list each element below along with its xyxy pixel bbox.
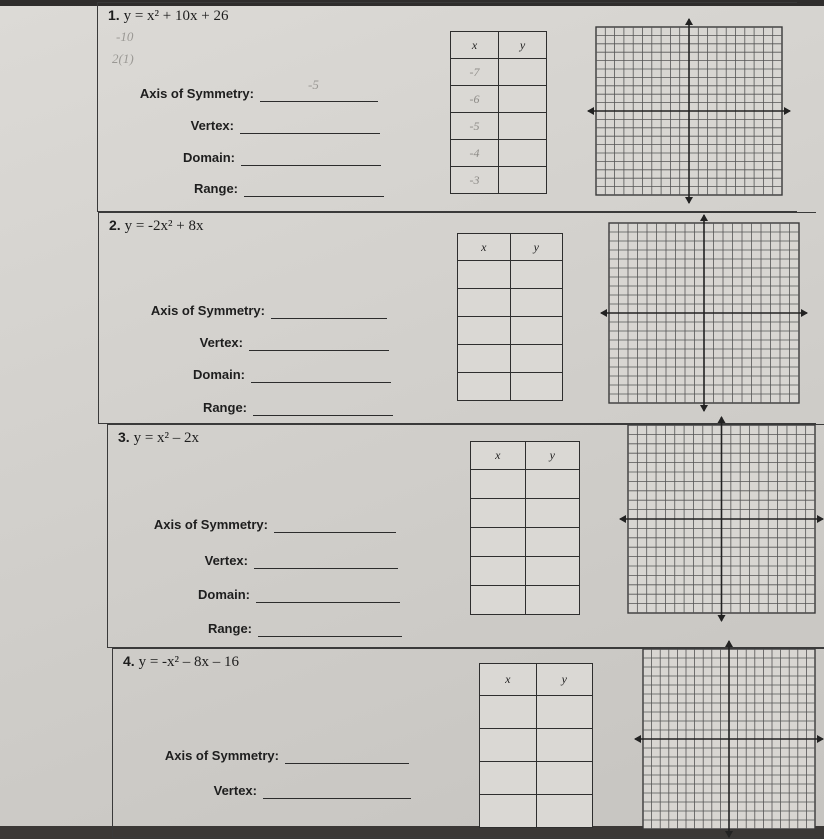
axis-arrow-icon	[817, 515, 824, 523]
coordinate-grid[interactable]	[633, 639, 824, 839]
pencil-note: 2(1)	[112, 51, 134, 66]
table-cell-y[interactable]	[525, 499, 580, 528]
x-header: x	[451, 32, 499, 59]
answer-line[interactable]	[271, 318, 387, 319]
table-cell-y[interactable]	[536, 762, 593, 795]
axis-arrow-icon	[700, 405, 708, 412]
table-cell-x[interactable]	[458, 289, 511, 317]
table-cell-x[interactable]: -6	[451, 86, 499, 113]
coordinate-grid[interactable]	[618, 415, 824, 623]
axis-of-symmetry-field[interactable]	[150, 303, 387, 323]
answer-line[interactable]	[263, 798, 411, 799]
table-cell-y[interactable]	[510, 345, 563, 373]
vertex-field[interactable]	[204, 553, 398, 573]
table-cell-y[interactable]	[536, 696, 593, 729]
table-cell-x[interactable]	[471, 557, 526, 586]
vertex-field[interactable]	[190, 118, 380, 138]
table-cell-x[interactable]	[480, 696, 537, 729]
range-label: Range:	[193, 181, 238, 196]
table-cell-x[interactable]	[471, 470, 526, 499]
axis-arrow-icon	[587, 107, 594, 115]
xy-table	[479, 663, 593, 828]
table-cell-x[interactable]	[471, 499, 526, 528]
table-cell-x[interactable]	[471, 528, 526, 557]
axis-of-symmetry-label: Axis of Symmetry:	[164, 748, 279, 763]
equation-text: y = -x² – 8x – 16	[138, 654, 240, 670]
table-cell-y[interactable]	[499, 140, 547, 167]
problem-4-equation: 4. y = -x² – 8x – 16	[123, 653, 240, 670]
table-cell-y[interactable]	[525, 557, 580, 586]
vertex-field[interactable]	[199, 335, 389, 355]
answer-line[interactable]	[258, 636, 402, 637]
axis-arrow-icon	[725, 831, 733, 838]
equation-text: y = x² + 10x + 26	[123, 8, 229, 24]
vertex-label: Vertex:	[204, 553, 248, 568]
table-cell-x[interactable]: -4	[451, 140, 499, 167]
y-header: y	[536, 664, 593, 696]
table-cell-x[interactable]	[458, 345, 511, 373]
answer-line[interactable]	[256, 602, 400, 603]
problem-2-equation: 2. y = -2x² + 8x	[109, 217, 204, 234]
pencil-note: -5	[308, 77, 319, 92]
equation-text: y = -2x² + 8x	[124, 218, 204, 234]
table-cell-y[interactable]	[510, 317, 563, 345]
axis-arrow-icon	[685, 18, 693, 25]
axis-arrow-icon	[700, 214, 708, 221]
table-cell-y[interactable]	[525, 586, 580, 615]
problem-1-equation: 1. y = x² + 10x + 26	[108, 7, 229, 24]
range-field[interactable]	[207, 621, 402, 641]
table-cell-x[interactable]	[471, 586, 526, 615]
vertex-field[interactable]	[213, 783, 411, 803]
coordinate-grid[interactable]	[586, 17, 792, 205]
table-cell-y[interactable]	[525, 528, 580, 557]
axis-of-symmetry-field[interactable]	[164, 748, 409, 768]
answer-line[interactable]	[251, 382, 391, 383]
domain-field[interactable]	[193, 367, 391, 387]
problem-1	[97, 2, 797, 212]
answer-line[interactable]	[285, 763, 409, 764]
axis-arrow-icon	[725, 640, 733, 647]
x-header: x	[480, 664, 537, 696]
domain-label: Domain:	[198, 587, 250, 602]
table-cell-y[interactable]	[499, 167, 547, 194]
domain-field[interactable]	[198, 587, 400, 607]
axis-of-symmetry-field[interactable]	[139, 86, 378, 106]
table-cell-y[interactable]	[510, 261, 563, 289]
table-cell-y[interactable]	[536, 729, 593, 762]
vertex-label: Vertex:	[213, 783, 257, 798]
table-cell-y[interactable]	[499, 86, 547, 113]
table-cell-x[interactable]: -5	[451, 113, 499, 140]
problem-3-equation: 3. y = x² – 2x	[118, 429, 200, 446]
xy-table	[457, 233, 563, 401]
table-cell-y[interactable]	[525, 470, 580, 499]
answer-line[interactable]	[240, 133, 380, 134]
table-cell-x[interactable]	[480, 795, 537, 828]
axis-arrow-icon	[619, 515, 626, 523]
vertex-label: Vertex:	[199, 335, 243, 350]
answer-line[interactable]	[244, 196, 384, 197]
table-cell-y[interactable]	[536, 795, 593, 828]
answer-line[interactable]	[260, 101, 378, 102]
axis-arrow-icon	[600, 309, 607, 317]
table-cell-x[interactable]: -7	[451, 59, 499, 86]
table-cell-x[interactable]: -3	[451, 167, 499, 194]
equation-text: y = x² – 2x	[133, 430, 200, 446]
pencil-note: -10	[116, 29, 134, 44]
problem-4	[112, 648, 824, 838]
axis-arrow-icon	[801, 309, 808, 317]
axis-of-symmetry-label: Axis of Symmetry:	[150, 303, 265, 318]
table-cell-y[interactable]	[510, 373, 563, 401]
axis-arrow-icon	[817, 735, 824, 743]
axis-arrow-icon	[718, 416, 726, 423]
domain-label: Domain:	[183, 150, 235, 165]
coordinate-grid[interactable]	[599, 213, 809, 413]
table-cell-y[interactable]	[499, 59, 547, 86]
vertex-label: Vertex:	[190, 118, 234, 133]
axis-arrow-icon	[718, 615, 726, 622]
xy-table	[450, 31, 547, 194]
range-label: Range:	[207, 621, 252, 636]
axis-of-symmetry-field[interactable]	[153, 517, 396, 537]
table-cell-y[interactable]	[510, 289, 563, 317]
axis-of-symmetry-label: Axis of Symmetry:	[139, 86, 254, 101]
table-cell-x[interactable]	[458, 373, 511, 401]
table-cell-x[interactable]	[480, 762, 537, 795]
answer-line[interactable]	[254, 568, 398, 569]
domain-label: Domain:	[193, 367, 245, 382]
y-header: y	[525, 442, 580, 470]
axis-arrow-icon	[685, 197, 693, 204]
axis-arrow-icon	[634, 735, 641, 743]
axis-of-symmetry-label: Axis of Symmetry:	[153, 517, 268, 532]
answer-line[interactable]	[274, 532, 396, 533]
x-header: x	[458, 234, 511, 261]
range-field[interactable]	[193, 181, 384, 201]
problem-3	[107, 424, 824, 648]
table-cell-x[interactable]	[480, 729, 537, 762]
domain-field[interactable]	[183, 150, 381, 170]
range-field[interactable]	[202, 400, 393, 420]
answer-line[interactable]	[249, 350, 389, 351]
answer-line[interactable]	[253, 415, 393, 416]
y-header: y	[499, 32, 547, 59]
axis-arrow-icon	[784, 107, 791, 115]
y-header: y	[510, 234, 563, 261]
table-cell-x[interactable]	[458, 317, 511, 345]
table-cell-x[interactable]	[458, 261, 511, 289]
xy-table	[470, 441, 580, 615]
problem-2	[98, 212, 816, 424]
range-label: Range:	[202, 400, 247, 415]
x-header: x	[471, 442, 526, 470]
table-cell-y[interactable]	[499, 113, 547, 140]
answer-line[interactable]	[241, 165, 381, 166]
